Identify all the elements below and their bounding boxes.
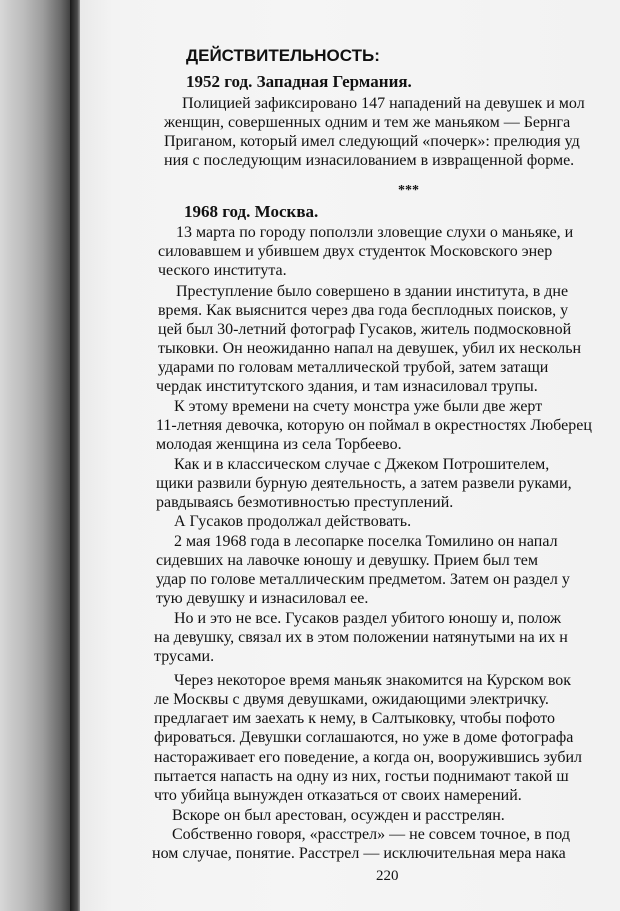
book-page: [80, 0, 620, 911]
text-line: Полицией зафиксировано 147 нападений на девушек и мол: [182, 95, 585, 112]
text-line: ния с последующим изнасилованием в извращенной форме.: [164, 152, 575, 169]
text-line: щики развили бурную деятельность, а затем развели руками,: [156, 475, 572, 492]
text-line: ном случае, понятие. Расстрел — исключительная мера нака: [152, 845, 566, 862]
text-line: ческого института.: [158, 262, 287, 279]
text-line: ударами по головам металлической трубой, затем затащи: [158, 359, 549, 376]
page-heading: ДЕЙСТВИТЕЛЬНОСТЬ:: [186, 46, 380, 65]
text-line: 13 марта по городу поползли зловещие слухи о маньяке, и: [176, 224, 574, 241]
text-line: удар по голове металлическим предметом. Затем он раздел у: [156, 571, 570, 588]
text-line: цей был 30-летний фотограф Гусаков, житель подмосковной: [158, 321, 572, 338]
text-line: Вскоре он был арестован, осужден и расстрелян.: [172, 807, 505, 824]
text-line: 2 мая 1968 года в лесопарке поселка Томилино он напал: [174, 533, 558, 550]
text-line: ле Москвы с двумя девушками, ожидающими электричку.: [154, 691, 549, 708]
text-line: Преступление было совершено в здании института, в дне: [176, 283, 569, 300]
text-line: силовавшем и убившем двух студенток Московского энер: [158, 243, 553, 260]
text-line: женщин, совершенных одним и тем же маньяком — Бернга: [164, 114, 571, 131]
text-line: А Гусаков продолжал действовать.: [174, 513, 412, 530]
text-line: Приганом, который имел следующий «почерк»: прелюдия уд: [164, 133, 580, 150]
text-line: что убийца вынужден отказаться от своих намерений.: [154, 787, 522, 804]
text-line: настораживает его поведение, а когда он, вооружившись зубил: [154, 749, 583, 766]
text-line: чердак институтского здания, и там изнасиловал трупы.: [156, 378, 538, 395]
text-line: на девушку, связал их в этом положении натянутыми на их н: [154, 629, 568, 646]
book-spine: [0, 0, 78, 911]
section-separator: ***: [398, 183, 419, 198]
text-line: Как и в классическом случае с Джеком Потрошителем,: [174, 456, 550, 473]
text-line: Собственно говоря, «расстрел» — не совсем точное, в под: [172, 826, 570, 843]
text-line: молодая женщина из села Торбеево.: [156, 436, 402, 453]
text-line: трусами.: [154, 648, 215, 665]
text-line: 11-летняя девочка, которую он поймал в окрестностях Люберец: [156, 417, 592, 434]
text-line: фироваться. Девушки соглашаются, но уже в доме фотографа: [154, 729, 574, 746]
text-line: К этому времени на счету монстра уже были две жерт: [174, 398, 543, 415]
text-line: предлагает им заехать к нему, в Салтыковку, чтобы пофото: [154, 710, 556, 727]
text-line: пытается напасть на одну из них, гостьи поднимают такой ш: [154, 768, 569, 785]
section-title: 1952 год. Западная Германия.: [186, 72, 412, 91]
text-line: Через некоторое время маньяк знакомится на Курском вок: [174, 672, 572, 689]
page-number: 220: [376, 868, 399, 884]
text-line: тую девушку и изнасиловал ее.: [156, 590, 369, 607]
text-line: сидевших на лавочке юношу и девушку. Прием был тем: [156, 552, 538, 569]
page-content: [80, 0, 620, 911]
text-line: равдываясь безмотивностью преступлений.: [156, 494, 454, 511]
text-line: Но и это не все. Гусаков раздел убитого юношу и, полож: [174, 610, 562, 627]
section-title: 1968 год. Москва.: [184, 202, 319, 221]
text-line: тыковки. Он неожиданно напал на девушек, убил их нескольн: [158, 340, 582, 357]
text-line: время. Как выяснится через два года бесплодных поисков, у: [158, 302, 569, 319]
